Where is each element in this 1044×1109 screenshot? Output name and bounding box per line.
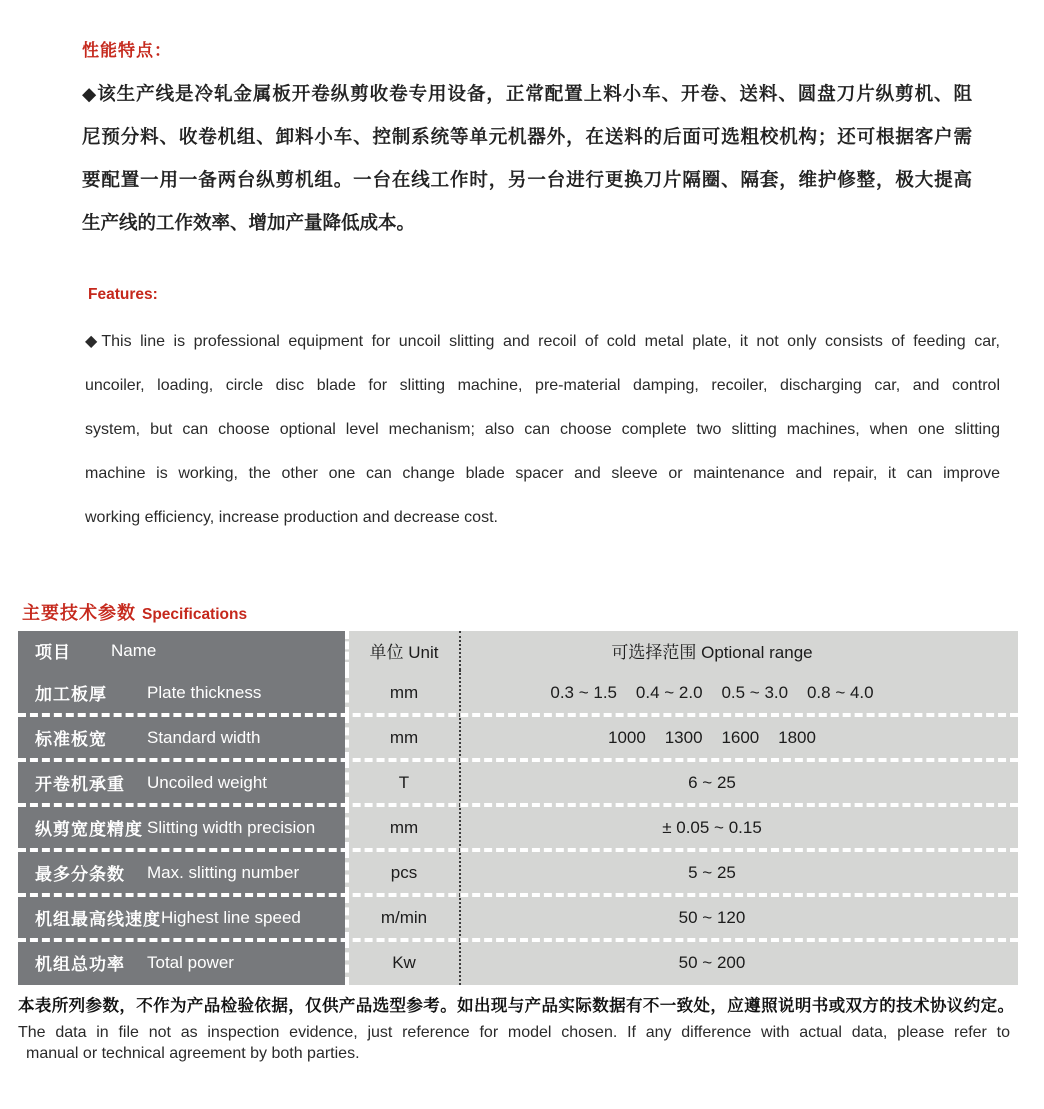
paragraph-line: system, but can choose optional level mechanism; also can choose complete two slitting machines, when one slitting xyxy=(85,421,1000,438)
row-name-cn: 纵剪宽度精度 xyxy=(35,820,143,839)
header-range-cell: 可选择范围 Optional range xyxy=(459,631,1018,670)
row-name-en: Highest line speed xyxy=(161,907,301,927)
features-paragraph-cn xyxy=(82,72,972,244)
row-range-cell: 50 ~ 120 xyxy=(459,895,1018,940)
row-name-en: Max. slitting number xyxy=(147,862,300,882)
paragraph-line: machine is working, the other one can change blade spacer and sleeve or maintenance and repair, it can improve xyxy=(85,465,1000,482)
spec-table xyxy=(18,631,1018,985)
features-title-en: Features: xyxy=(88,286,158,303)
row-name-cell xyxy=(18,715,345,760)
header-name-cn: 项目 xyxy=(35,643,71,662)
row-range-cell: 50 ~ 200 xyxy=(459,940,1018,985)
row-name-cell xyxy=(18,895,345,940)
row-name-en: Plate thickness xyxy=(147,682,262,702)
specifications-heading xyxy=(22,599,247,625)
features-title-cn: 性能特点： xyxy=(82,41,172,60)
row-name-en: Uncoiled weight xyxy=(147,772,268,792)
paragraph-line: uncoiler, loading, circle disc blade for slitting machine, pre-material damping, recoiler, discharging car, and control xyxy=(85,377,1000,394)
row-name-en: Total power xyxy=(147,952,234,972)
row-range-cell: 5 ~ 25 xyxy=(459,850,1018,895)
spec-table-body xyxy=(18,670,1018,985)
row-name-cn: 机组最高线速度 xyxy=(35,910,161,929)
table-row xyxy=(18,940,1018,985)
row-name-cn: 标准板宽 xyxy=(35,730,107,749)
row-name-cn: 机组总功率 xyxy=(35,955,125,974)
table-header-row xyxy=(18,631,1018,670)
paragraph-line: 尼预分料、收卷机组、卸料小车、控制系统等单元机器外，在送料的后面可选粗校机构；还可根据客户需 xyxy=(82,126,972,147)
header-name-en: Name xyxy=(111,640,157,660)
disclaimer-en-line: The data in file not as inspection evidence, just reference for model chosen. If any difference with actual data, please refer to xyxy=(18,1024,1010,1041)
disclaimer-en-line: manual or technical agreement by both parties. xyxy=(26,1045,360,1062)
table-row xyxy=(18,850,1018,895)
row-unit-cell: mm xyxy=(345,670,459,715)
row-range-cell: ± 0.05 ~ 0.15 xyxy=(459,805,1018,850)
row-unit-cell: mm xyxy=(345,805,459,850)
table-row xyxy=(18,715,1018,760)
header-unit-cell: 单位 Unit xyxy=(345,631,459,670)
paragraph-line: ◆该生产线是冷轧金属板开卷纵剪收卷专用设备，正常配置上料小车、开卷、送料、圆盘刀片纵剪机、阻 xyxy=(82,83,972,104)
table-row xyxy=(18,805,1018,850)
disclaimer-cn: 本表所列参数，不作为产品检验依据，仅供产品选型参考。如出现与产品实际数据有不一致处，应遵照说明书或双方的技术协议约定。 xyxy=(18,997,1014,1015)
row-name-en: Slitting width precision xyxy=(147,817,316,837)
row-name-cn: 开卷机承重 xyxy=(35,775,125,794)
header-name-cell xyxy=(18,631,345,670)
row-name-cell xyxy=(18,760,345,805)
table-row xyxy=(18,670,1018,715)
row-name-cn: 加工板厚 xyxy=(35,685,107,704)
row-name-cn: 最多分条数 xyxy=(35,865,125,884)
paragraph-line: working efficiency, increase production and decrease cost. xyxy=(85,509,498,526)
specifications-heading-cn: 主要技术参数 xyxy=(22,603,136,623)
row-name-cell xyxy=(18,670,345,715)
row-range-cell: 1000 1300 1600 1800 xyxy=(459,715,1018,760)
row-unit-cell: m/min xyxy=(345,895,459,940)
paragraph-line: ◆This line is professional equipment for uncoil slitting and recoil of cold metal plate, it not only consists of feeding car, xyxy=(85,333,1000,350)
row-range-cell: 0.3 ~ 1.5 0.4 ~ 2.0 0.5 ~ 3.0 0.8 ~ 4.0 xyxy=(459,670,1018,715)
table-row xyxy=(18,895,1018,940)
row-unit-cell: Kw xyxy=(345,940,459,985)
row-range-cell: 6 ~ 25 xyxy=(459,760,1018,805)
row-name-cell xyxy=(18,850,345,895)
table-row xyxy=(18,760,1018,805)
row-name-cell xyxy=(18,805,345,850)
row-unit-cell: mm xyxy=(345,715,459,760)
row-unit-cell: pcs xyxy=(345,850,459,895)
disclaimer-en xyxy=(18,1022,1010,1064)
paragraph-line: 要配置一用一备两台纵剪机组。一台在线工作时，另一台进行更换刀片隔圈、隔套，维护修整，极大提高 xyxy=(82,169,972,190)
features-paragraph-en xyxy=(85,320,1000,540)
row-unit-cell: T xyxy=(345,760,459,805)
specifications-heading-en: Specifications xyxy=(142,606,248,623)
row-name-cell xyxy=(18,940,345,985)
row-name-en: Standard width xyxy=(147,727,261,747)
paragraph-line: 生产线的工作效率、增加产量降低成本。 xyxy=(82,212,416,233)
